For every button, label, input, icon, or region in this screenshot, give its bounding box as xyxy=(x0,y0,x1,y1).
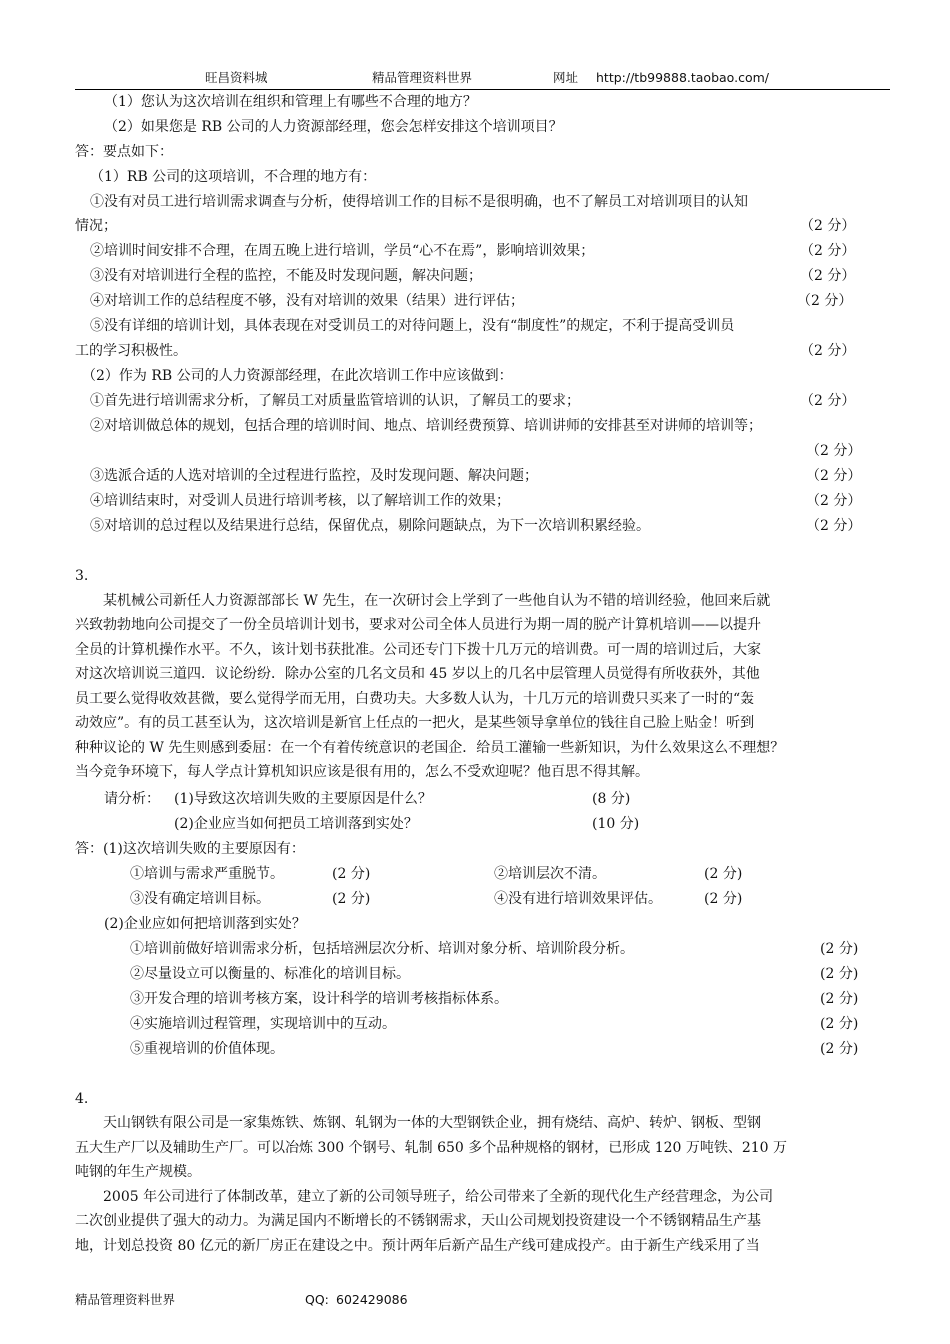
p1-item4: ④对培训工作的总结程度不够，没有对培训的效果（结果）进行评估； xyxy=(90,293,524,309)
section4-number: 4. xyxy=(75,1091,89,1107)
p2-item1: ①首先进行培训需求分析，了解员工对质量监管培训的认识，了解员工的要求； xyxy=(90,393,580,409)
reason-1-points: (2 分) xyxy=(332,866,371,882)
measure-5: ⑤重视培训的价值体现。 xyxy=(130,1041,284,1057)
reason-1: ①培训与需求严重脱节。 xyxy=(130,866,284,882)
footer-qq: 602429086 xyxy=(336,1292,408,1307)
part1-title: （1）RB 公司的这项培训，不合理的地方有： xyxy=(90,169,377,185)
header-rule xyxy=(75,89,890,90)
p1-item1-b: 情况； xyxy=(75,218,117,234)
p1-item2: ②培训时间安排不合理，在周五晚上进行培训，学员“心不在焉”，影响培训效果； xyxy=(90,243,595,259)
case4-para1-line: 五大生产厂以及辅助生产厂。可以冶炼 300 个钢号、轧制 650 多个品种规格的钢材，已形成 120 万吨铁、210 万 xyxy=(75,1140,788,1156)
ask-2-points: (10 分) xyxy=(592,816,640,832)
header-left: 旺昌资料城 xyxy=(205,70,268,85)
case4-para1-line: 吨钢的年生产规模。 xyxy=(75,1164,201,1180)
p2-item3: ③选派合适的人选对培训的全过程进行监控，及时发现问题、解决问题； xyxy=(90,468,538,484)
measure-1-points: (2 分) xyxy=(820,941,859,957)
reason-2-points: (2 分) xyxy=(704,866,743,882)
measure-2-points: (2 分) xyxy=(820,966,859,982)
case4-para2-line: 2005 年公司进行了体制改革，建立了新的公司领导班子，给公司带来了全新的现代化生产经营理念，为公司 xyxy=(75,1189,774,1205)
reason-3-points: (2 分) xyxy=(332,891,371,907)
case3-line: 兴致勃勃地向公司提交了一份全员培训计划书，要求对公司全体人员进行为期一周的脱产计算机培训——以提升 xyxy=(75,617,761,633)
case4-para2-line: 二次创业提供了强大的动力。为满足国内不断增长的不锈钢需求，天山公司规划投资建设一个不锈钢精品生产基 xyxy=(75,1213,761,1229)
measure-2: ②尽量设立可以衡量的、标准化的培训目标。 xyxy=(130,966,410,982)
case3-line: 对这次培训说三道四．议论纷纷．除办公室的几名文员和 45 岁以上的几名中层管理人员觉得有所收获外，其他 xyxy=(75,666,760,682)
reason-4: ④没有进行培训效果评估。 xyxy=(494,891,662,907)
ask-label: 请分析： xyxy=(104,791,160,807)
case3-line: 动效应”。有的员工甚至认为，这次培训是新官上任点的一把火，是某些领导拿单位的钱往自己脸上贴金！听到 xyxy=(75,715,755,731)
section3-number: 3. xyxy=(75,568,89,584)
case3-line: 某机械公司新任人力资源部部长 W 先生，在一次研讨会上学到了一些他自认为不错的培训经验，他回来后就 xyxy=(75,593,771,609)
measure-1: ①培训前做好培训需求分析，包括培洲层次分析、培训对象分析、培训阶段分析。 xyxy=(130,941,634,957)
p1-item5-points: （2 分） xyxy=(800,343,856,359)
p1-item5-a: ⑤没有详细的培训计划，具体表现在对受训员工的对待问题上，没有“制度性”的规定，不利于提高受训员 xyxy=(90,318,735,334)
measure-3-points: (2 分) xyxy=(820,991,859,1007)
p1-item5-b: 工的学习积极性。 xyxy=(75,343,187,359)
case3-line: 全员的计算机操作水平。不久，该计划书获批准。公司还专门下拨十几万元的培训费。可一周的培训过后，大家 xyxy=(75,642,761,658)
answer-intro: 答：要点如下： xyxy=(75,144,173,160)
p2-item5-points: （2 分） xyxy=(806,518,862,534)
measure-5-points: (2 分) xyxy=(820,1041,859,1057)
question-1: （1）您认为这次培训在组织和管理上有哪些不合理的地方？ xyxy=(104,94,477,110)
p1-item3: ③没有对培训进行全程的监控，不能及时发现问题，解决问题； xyxy=(90,268,482,284)
p2-item4: ④培训结束时，对受训人员进行培训考核，以了解培训工作的效果； xyxy=(90,493,510,509)
case3-line: 员工要么觉得收效甚微，要么觉得学而无用，白费功夫。大多数人认为，十几万元的培训费只买来了一时的“轰 xyxy=(75,691,755,707)
reason-2: ②培训层次不清。 xyxy=(494,866,606,882)
p2-item2: ②对培训做总体的规划，包括合理的培训时间、地点、培训经费预算、培训讲师的安排甚至对讲师的培训等； xyxy=(90,418,762,434)
measure-4-points: (2 分) xyxy=(820,1016,859,1032)
header-url[interactable]: http://tb99888.taobao.com/ xyxy=(596,70,769,85)
header-center: 精品管理资料世界 xyxy=(372,70,473,85)
reason-4-points: (2 分) xyxy=(704,891,743,907)
answer2-title: (2)企业应如何把培训落到实处？ xyxy=(104,916,306,932)
measure-3: ③开发合理的培训考核方案，设计科学的培训考核指标体系。 xyxy=(130,991,508,1007)
footer-left: 精品管理资料世界 xyxy=(75,1292,176,1307)
p2-item4-points: （2 分） xyxy=(806,493,862,509)
p1-item1-points: （2 分） xyxy=(800,218,856,234)
part2-title: （2）作为 RB 公司的人力资源部经理，在此次培训工作中应该做到： xyxy=(82,368,513,384)
p1-item1-a: ①没有对员工进行培训需求调查与分析，使得培训工作的目标不是很明确，也不了解员工对培训项目的认知 xyxy=(90,194,748,210)
reason-3: ③没有确定培训目标。 xyxy=(130,891,270,907)
answer1-title: 答：(1)这次培训失败的主要原因有： xyxy=(75,841,305,857)
p2-item3-points: （2 分） xyxy=(806,468,862,484)
measure-4: ④实施培训过程管理，实现培训中的互动。 xyxy=(130,1016,396,1032)
p1-item3-points: （2 分） xyxy=(800,268,856,284)
ask-2: (2)企业应当如何把员工培训落到实处？ xyxy=(174,816,418,832)
ask-1: (1)导致这次培训失败的主要原因是什么？ xyxy=(174,791,432,807)
case4-para1-line: 天山钢铁有限公司是一家集炼铁、炼钢、轧钢为一体的大型钢铁企业，拥有烧结、高炉、转炉、钢板、型钢 xyxy=(75,1115,761,1131)
case3-line: 当今竞争环境下，每人学点计算机知识应该是很有用的，怎么不受欢迎呢？他百思不得其解。 xyxy=(75,764,649,780)
p1-item4-points: （2 分） xyxy=(797,293,853,309)
p2-item1-points: （2 分） xyxy=(800,393,856,409)
question-2: （2）如果您是 RB 公司的人力资源部经理，您会怎样安排这个培训项目？ xyxy=(104,119,563,135)
ask-1-points: (8 分) xyxy=(592,791,631,807)
p2-item2-points: （2 分） xyxy=(806,443,862,459)
case3-line: 种种议论的 W 先生则感到委屈：在一个有着传统意识的老国企．给员工灌输一些新知识，为什么效果这么不理想？ xyxy=(75,740,785,756)
header-url-label: 网址 xyxy=(553,70,579,85)
case4-para2-line: 地，计划总投资 80 亿元的新厂房正在建设之中。预计两年后新产品生产线可建成投产。由于新生产线采用了当 xyxy=(75,1238,760,1254)
p2-item5: ⑤对培训的总过程以及结果进行总结，保留优点，剔除问题缺点，为下一次培训积累经验。 xyxy=(90,518,650,534)
p1-item2-points: （2 分） xyxy=(800,243,856,259)
footer-qq-label: QQ: xyxy=(305,1292,329,1307)
